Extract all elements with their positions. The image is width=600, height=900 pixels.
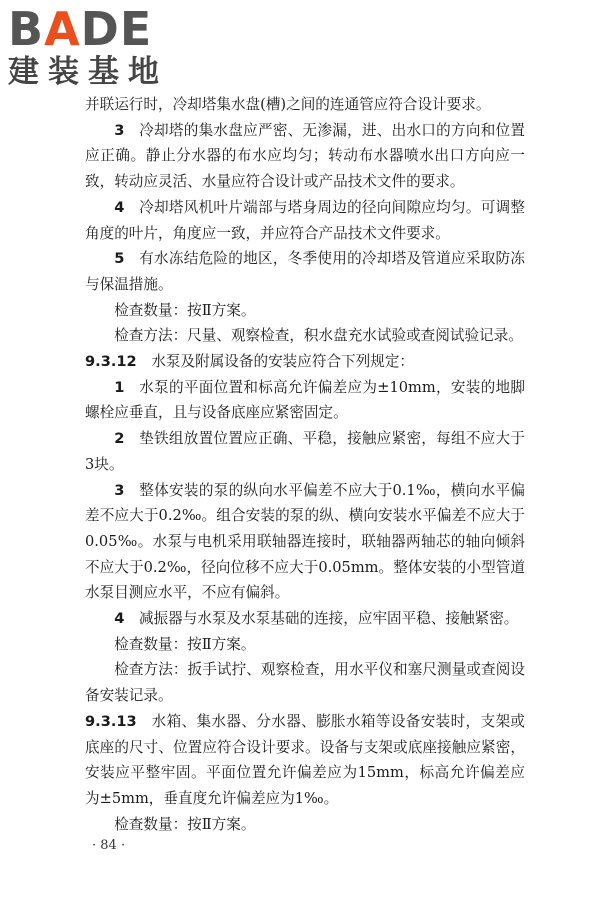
logo-wordmark: BADE xyxy=(8,2,153,56)
section-text: 水箱、集水器、分水器、膨胀水箱等设备安装时，支架或底座的尺寸、位置应符合设计要求。设备与支架或底座接触应紧密，安装应平整牢固。平面位置允许偏差应为15mm，标高允许偏差应为±5mm，垂直度允许偏差应为1‰。 xyxy=(85,712,525,807)
inspection-note xyxy=(85,323,525,349)
clause-number: 5 xyxy=(114,250,125,268)
clause-number: 3 xyxy=(114,121,125,139)
clause-number: 4 xyxy=(114,198,125,216)
clause-number: 1 xyxy=(114,378,125,396)
clause-item xyxy=(85,606,525,632)
section-heading xyxy=(85,709,525,812)
document-body xyxy=(85,92,525,837)
inspection-text: 检查数量：按Ⅱ方案。 xyxy=(114,635,256,653)
clause-text: 减振器与水泵及水泵基础的连接，应牢固平稳、接触紧密。 xyxy=(138,610,519,628)
inspection-note xyxy=(85,812,525,838)
clause-item xyxy=(85,118,525,195)
clause-text: 冷却塔风机叶片端部与塔身周边的径向间隙应均匀。可调整角度的叶片，角度应一致，并应符合产品技术文件要求。 xyxy=(85,198,525,242)
clause-item xyxy=(85,478,525,607)
page-number: · 84 · xyxy=(92,838,126,853)
inspection-note xyxy=(85,298,525,324)
clause-text: 水泵的平面位置和标高允许偏差应为±10mm，安装的地脚螺栓应垂直，且与设备底座应紧密固定。 xyxy=(85,378,525,422)
paragraph-continuation xyxy=(85,92,525,118)
clause-text: 垫铁组放置位置应正确、平稳，接触应紧密，每组不应大于3块。 xyxy=(85,430,525,473)
logo-subtitle: 建装基地 xyxy=(8,54,168,90)
clause-number: 4 xyxy=(114,610,125,628)
clause-item xyxy=(85,375,525,426)
clause-number: 2 xyxy=(114,430,125,448)
clause-item xyxy=(85,426,525,477)
section-text: 水泵及附属设备的安装应符合下列规定： xyxy=(151,353,415,371)
clause-number: 3 xyxy=(114,481,125,499)
clause-item xyxy=(85,246,525,297)
clause-text: 有水冻结危险的地区，冬季使用的冷却塔及管道应采取防冻与保温措施。 xyxy=(85,250,525,293)
clause-text: 冷却塔的集水盘应严密、无渗漏，进、出水口的方向和位置应正确。静止分水器的布水应均匀；转动布水器喷水出口方向应一致，转动应灵活、水量应符合设计或产品技术文件的要求。 xyxy=(85,121,525,191)
inspection-text: 检查数量：按Ⅱ方案。 xyxy=(114,815,256,833)
section-number: 9.3.12 xyxy=(85,353,137,371)
inspection-note xyxy=(85,657,525,708)
clause-text: 整体安装的泵的纵向水平偏差不应大于0.1‰，横向水平偏差不应大于0.2‰。组合安装的泵的纵、横向安装水平偏差不应大于0.05‰。水泵与电机采用联轴器连接时，联轴器两轴芯的轴向倾斜不应大于0.2‰，径向位移不应大于0.05mm。整体安装的小型管道水泵目测应水平，不应有偏斜。 xyxy=(85,481,525,602)
inspection-text: 检查方法：扳手试拧、观察检查，用水平仪和塞尺测量或查阅设备安装记录。 xyxy=(85,661,525,705)
inspection-text: 检查数量：按Ⅱ方案。 xyxy=(114,301,256,319)
paragraph-text: 并联运行时，冷却塔集水盘(槽)之间的连通管应符合设计要求。 xyxy=(85,96,491,113)
clause-item xyxy=(85,195,525,246)
bade-logo xyxy=(8,4,178,94)
section-number: 9.3.13 xyxy=(85,712,137,730)
section-heading xyxy=(85,349,525,375)
inspection-text: 检查方法：尺量、观察检查，积水盘充水试验或查阅试验记录。 xyxy=(114,327,523,345)
inspection-note xyxy=(85,632,525,658)
